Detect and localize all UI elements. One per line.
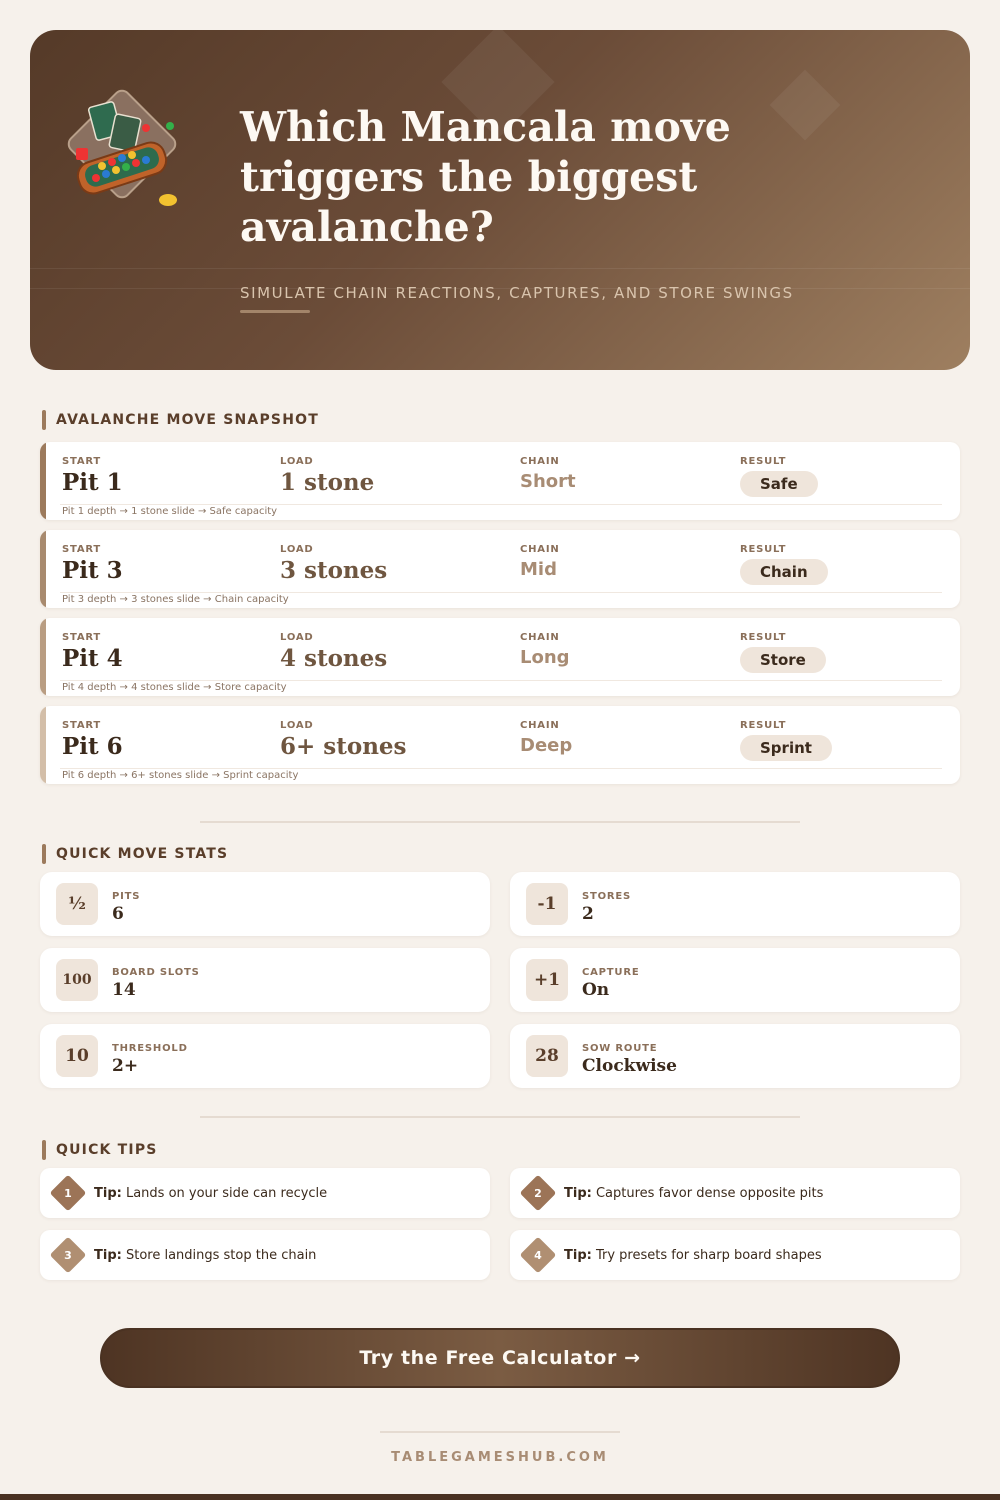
stats-section-header xyxy=(42,844,228,864)
load-value: 4 stones xyxy=(280,645,388,672)
snapshot-row xyxy=(40,530,960,608)
start-pit-label: START xyxy=(62,544,102,555)
stat-value: 2+ xyxy=(112,1056,139,1076)
result-badge: Sprint xyxy=(740,735,832,761)
stat-badge: +1 xyxy=(526,959,568,1001)
start-pit: Pit 3 xyxy=(62,557,123,584)
stat-label: STORES xyxy=(582,891,632,902)
divider xyxy=(200,1116,800,1118)
section-marker xyxy=(42,410,46,430)
stat-value: On xyxy=(582,980,610,1000)
stat-value: 14 xyxy=(112,980,136,1000)
start-pit-column xyxy=(62,544,123,584)
page-title: Which Mancala move triggers the biggest avalanche? xyxy=(240,103,731,251)
load-value-column xyxy=(280,720,407,760)
chain-value: Long xyxy=(520,647,570,668)
tip-body: Lands on your side can recycle xyxy=(125,1186,328,1201)
start-pit-label: START xyxy=(62,720,102,731)
row-accent xyxy=(40,618,46,696)
load-value-label: LOAD xyxy=(280,720,314,731)
section-title: QUICK TIPS xyxy=(56,1142,158,1158)
result-badge-column xyxy=(740,632,826,673)
load-value-column xyxy=(280,632,387,672)
chain-value-column xyxy=(520,544,560,580)
chain-value-label: CHAIN xyxy=(520,456,560,467)
tip-number: 4 xyxy=(534,1248,542,1262)
tip-prefix: Tip: xyxy=(94,1248,122,1263)
tips-section-header xyxy=(42,1140,158,1160)
tip-body: Store landings stop the chain xyxy=(125,1248,317,1263)
tip-card xyxy=(510,1230,960,1280)
stat-label: CAPTURE xyxy=(582,967,640,978)
result-badge-column xyxy=(740,720,832,761)
chain-value-label: CHAIN xyxy=(520,632,560,643)
section-marker xyxy=(42,844,46,864)
stat-badge: -1 xyxy=(526,883,568,925)
section-title: QUICK MOVE STATS xyxy=(56,846,229,862)
chain-value: Deep xyxy=(520,735,573,756)
free-calculator-button[interactable]: Try the Free Calculator → xyxy=(100,1328,900,1388)
result-badge-column xyxy=(740,456,818,497)
subtitle-underline xyxy=(240,310,310,313)
start-pit: Pit 6 xyxy=(62,733,123,760)
row-divider xyxy=(60,504,942,505)
tip-body: Captures favor dense opposite pits xyxy=(595,1186,824,1201)
chain-value-column xyxy=(520,632,570,668)
snapshot-section-header xyxy=(42,410,319,430)
load-value-column xyxy=(280,456,374,496)
load-value: 6+ stones xyxy=(280,733,407,760)
divider xyxy=(200,821,800,823)
chain-value: Mid xyxy=(520,559,557,580)
row-note: Pit 4 depth → 4 stones slide → Store capacity xyxy=(62,682,287,693)
start-pit-label: START xyxy=(62,456,102,467)
result-badge: Chain xyxy=(740,559,828,585)
tip-prefix: Tip: xyxy=(94,1186,122,1201)
stat-value: Clockwise xyxy=(582,1056,677,1076)
stat-badge: ½ xyxy=(56,883,98,925)
row-divider xyxy=(60,768,942,769)
footer-divider xyxy=(380,1431,620,1433)
tip-body: Try presets for sharp board shapes xyxy=(595,1248,822,1263)
mancala-board-icon xyxy=(52,74,192,214)
tip-card xyxy=(40,1230,490,1280)
row-divider xyxy=(60,592,942,593)
start-pit: Pit 4 xyxy=(62,645,123,672)
tip-number: 3 xyxy=(64,1248,72,1262)
start-pit-column xyxy=(62,720,123,760)
page-subtitle: SIMULATE CHAIN REACTIONS, CAPTURES, AND STORE SWINGS xyxy=(240,284,794,302)
result-badge: Store xyxy=(740,647,826,673)
row-note: Pit 6 depth → 6+ stones slide → Sprint capacity xyxy=(62,770,299,781)
bottom-bar xyxy=(0,1494,1000,1500)
hero-banner xyxy=(30,30,970,370)
tip-text xyxy=(564,1186,823,1201)
stat-value: 2 xyxy=(582,904,594,924)
load-value-label: LOAD xyxy=(280,456,314,467)
load-value-label: LOAD xyxy=(280,632,314,643)
load-value: 1 stone xyxy=(280,469,375,496)
result-badge-label: RESULT xyxy=(740,720,787,731)
load-value: 3 stones xyxy=(280,557,388,584)
result-badge-label: RESULT xyxy=(740,632,787,643)
result-badge: Safe xyxy=(740,471,818,497)
row-accent xyxy=(40,706,46,784)
result-badge-column xyxy=(740,544,828,585)
row-accent xyxy=(40,530,46,608)
stat-label: SOW ROUTE xyxy=(582,1043,658,1054)
chain-value-label: CHAIN xyxy=(520,720,560,731)
tip-text xyxy=(94,1248,316,1263)
chain-value-label: CHAIN xyxy=(520,544,560,555)
tip-prefix: Tip: xyxy=(564,1186,592,1201)
row-accent xyxy=(40,442,46,520)
tip-number: 2 xyxy=(534,1186,542,1200)
snapshot-row xyxy=(40,706,960,784)
footer-site-name[interactable]: TABLEGAMESHUB.COM xyxy=(391,1450,609,1465)
tip-prefix: Tip: xyxy=(564,1248,592,1263)
tip-text xyxy=(564,1248,822,1263)
tip-text xyxy=(94,1186,327,1201)
tip-card xyxy=(40,1168,490,1218)
stat-card xyxy=(40,948,490,1012)
tip-card xyxy=(510,1168,960,1218)
stat-label: BOARD SLOTS xyxy=(112,967,200,978)
tip-number: 1 xyxy=(64,1186,72,1200)
snapshot-row xyxy=(40,442,960,520)
stat-card xyxy=(40,1024,490,1088)
stat-card xyxy=(510,948,960,1012)
load-value-column xyxy=(280,544,387,584)
row-note: Pit 3 depth → 3 stones slide → Chain capacity xyxy=(62,594,289,605)
stat-value: 6 xyxy=(112,904,124,924)
stat-card xyxy=(510,872,960,936)
section-marker xyxy=(42,1140,46,1160)
row-divider xyxy=(60,680,942,681)
stat-label: THRESHOLD xyxy=(112,1043,188,1054)
section-title: AVALANCHE MOVE SNAPSHOT xyxy=(56,412,319,428)
stat-card xyxy=(40,872,490,936)
start-pit-column xyxy=(62,456,123,496)
result-badge-label: RESULT xyxy=(740,456,787,467)
load-value-label: LOAD xyxy=(280,544,314,555)
stat-label: PITS xyxy=(112,891,141,902)
row-note: Pit 1 depth → 1 stone slide → Safe capacity xyxy=(62,506,278,517)
result-badge-label: RESULT xyxy=(740,544,787,555)
start-pit: Pit 1 xyxy=(62,469,123,496)
start-pit-label: START xyxy=(62,632,102,643)
start-pit-column xyxy=(62,632,123,672)
stat-badge: 100 xyxy=(56,959,98,1001)
stat-badge: 28 xyxy=(526,1035,568,1077)
chain-value-column xyxy=(520,720,572,756)
chain-value-column xyxy=(520,456,576,492)
chain-value: Short xyxy=(520,471,576,492)
snapshot-row xyxy=(40,618,960,696)
stat-badge: 10 xyxy=(56,1035,98,1077)
stat-card xyxy=(510,1024,960,1088)
